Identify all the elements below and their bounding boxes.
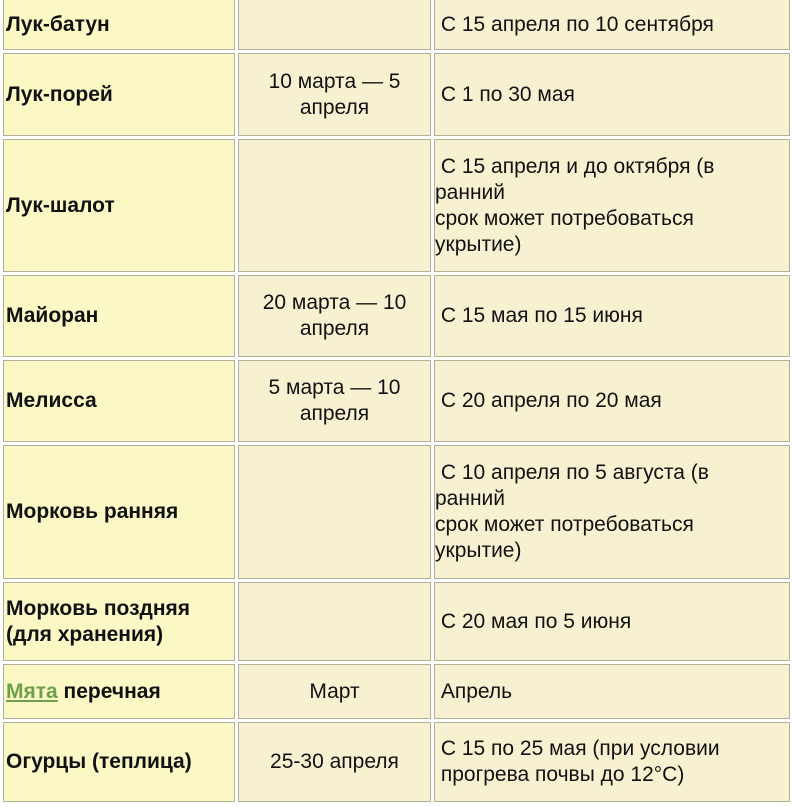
crop-name: Лук-батун [3, 0, 235, 50]
table-row [3, 0, 790, 50]
planting-period: С 15 по 25 мая (при условии прогрева почвы до 12°С) [434, 722, 790, 802]
table-row [3, 582, 790, 661]
crop-name: Мелисса [3, 360, 235, 442]
crop-name: Лук-шалот [3, 139, 235, 272]
crop-name: Майоран [3, 275, 235, 357]
table-row [3, 445, 790, 579]
planting-period: С 20 апреля по 20 мая [434, 360, 790, 442]
table-row [3, 275, 790, 357]
planting-period: С 15 апреля и до октября (в ранний срок может потребоваться укрытие) [434, 139, 790, 272]
crop-name: Мята перечная [3, 664, 235, 719]
table-row [3, 722, 790, 802]
table-row [3, 53, 790, 136]
seedling-period [238, 0, 431, 50]
table-row [3, 139, 790, 272]
planting-period: С 20 мая по 5 июня [434, 582, 790, 661]
planting-period: С 1 по 30 мая [434, 53, 790, 136]
planting-period: С 15 мая по 15 июня [434, 275, 790, 357]
planting-period: Апрель [434, 664, 790, 719]
table-row [3, 664, 790, 719]
seedling-period: 20 марта — 10 апреля [238, 275, 431, 357]
crop-name: Лук-порей [3, 53, 235, 136]
crop-name: Огурцы (теплица) [3, 722, 235, 802]
seedling-period [238, 582, 431, 661]
crop-name: Морковь ранняя [3, 445, 235, 579]
crop-link[interactable]: Мята [6, 679, 58, 703]
planting-period: С 10 апреля по 5 августа (в ранний срок может потребоваться укрытие) [434, 445, 790, 579]
seedling-period [238, 445, 431, 579]
crop-name: Морковь поздняя (для хранения) [3, 582, 235, 661]
seedling-period [238, 139, 431, 272]
planting-period: С 15 апреля по 10 сентября [434, 0, 790, 50]
seedling-period: Март [238, 664, 431, 719]
seedling-period: 5 марта — 10 апреля [238, 360, 431, 442]
seedling-period: 10 марта — 5 апреля [238, 53, 431, 136]
seedling-period: 25-30 апреля [238, 722, 431, 802]
table-row [3, 360, 790, 442]
